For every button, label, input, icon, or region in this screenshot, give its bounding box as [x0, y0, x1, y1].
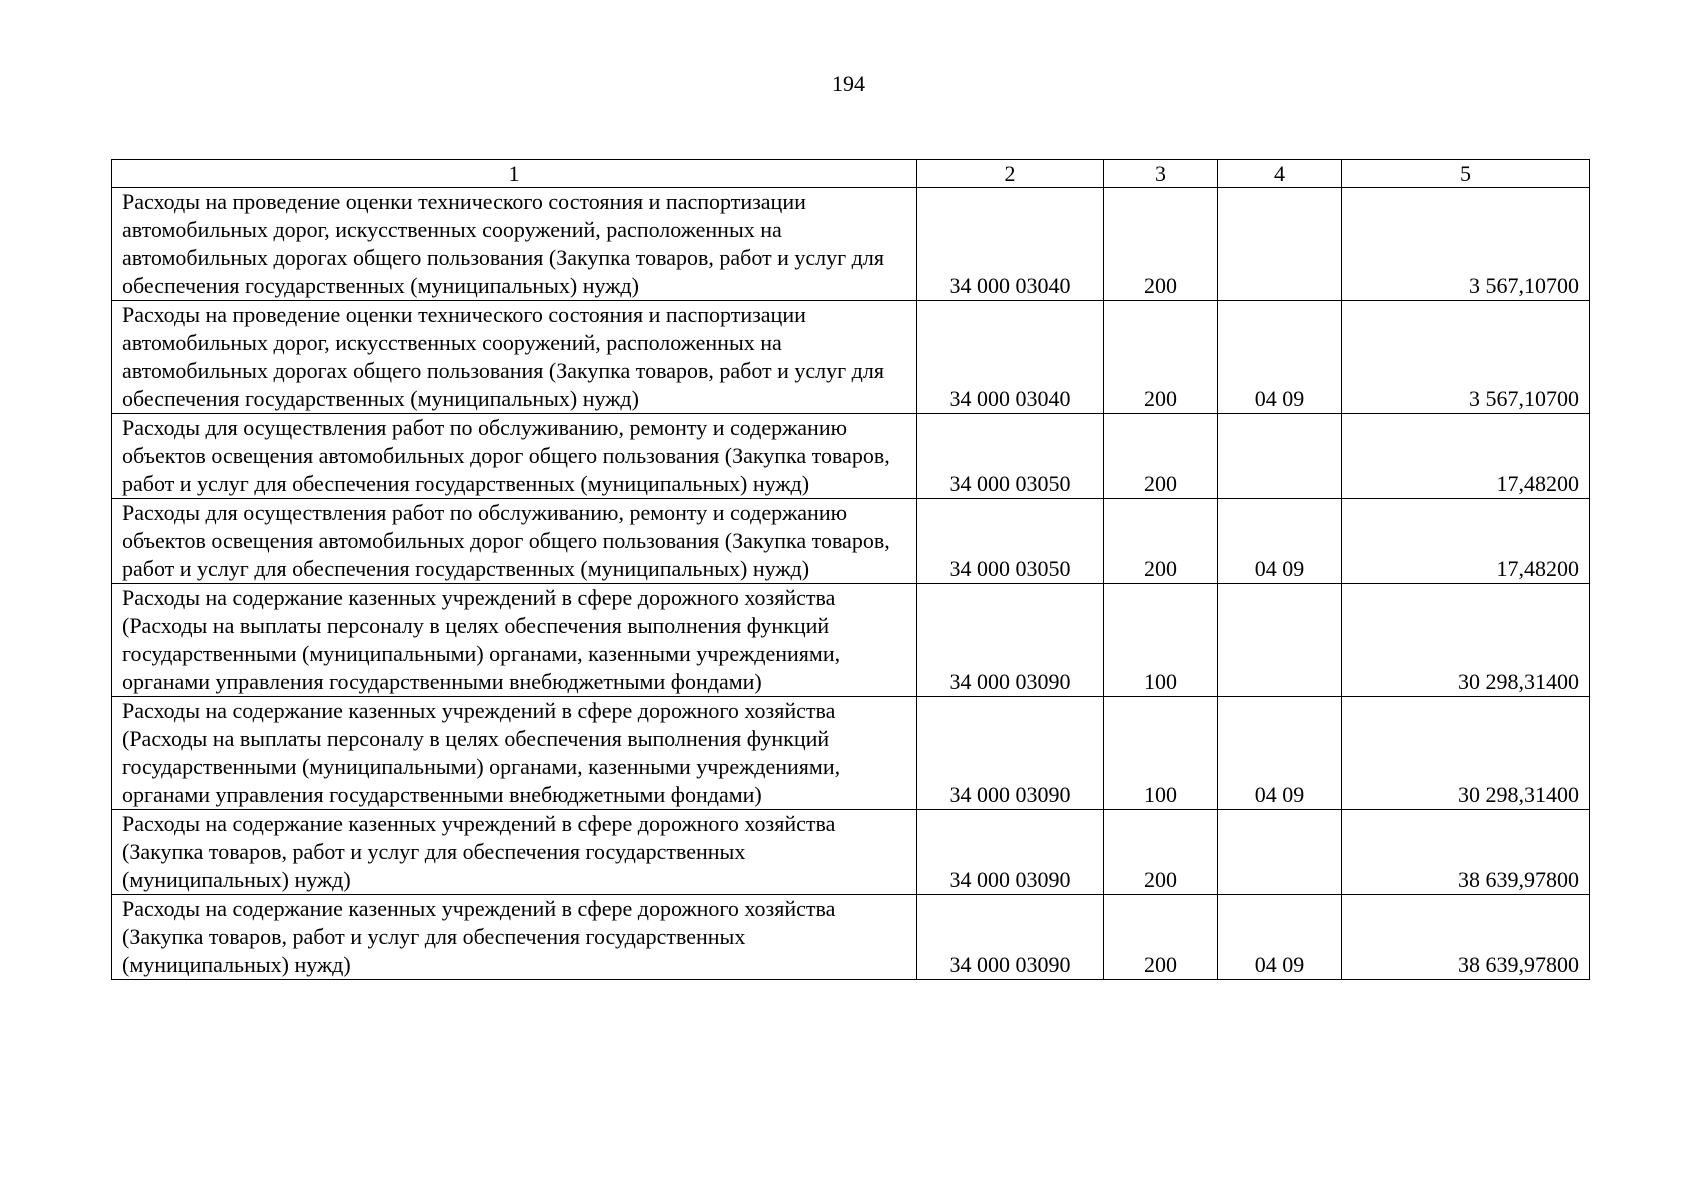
expense-type-cell: 200 [1104, 895, 1218, 980]
expense-name-cell: Расходы для осуществления работ по обслуживанию, ремонту и содержанию объектов освещения автомобильных дорог общего пользования (Закупка товаров, работ и услуг для обеспечения государственных (муниципальных) нужд) [112, 414, 917, 499]
target-code-cell: 34 000 03050 [917, 414, 1104, 499]
sum-cell: 3 567,10700 [1342, 301, 1590, 414]
expense-type-cell: 200 [1104, 499, 1218, 584]
expense-name-cell: Расходы на проведение оценки технического состояния и паспортизации автомобильных дорог, искусственных сооружений, расположенных на автомобильных дорогах общего пользования (Закупка товаров, работ и услуг для обеспечения государственных (муниципальных) нужд) [112, 301, 917, 414]
expense-name-cell: Расходы на содержание казенных учреждений в сфере дорожного хозяйства (Закупка товаров, работ и услуг для обеспечения государственных (муниципальных) нужд) [112, 810, 917, 895]
section-cell [1218, 414, 1342, 499]
table-row [112, 499, 1590, 584]
section-cell: 04 09 [1218, 499, 1342, 584]
sum-cell: 17,48200 [1342, 499, 1590, 584]
table-row [112, 895, 1590, 980]
table-row [112, 188, 1590, 301]
expense-type-cell: 200 [1104, 188, 1218, 301]
budget-table [111, 159, 1590, 980]
expense-type-cell: 200 [1104, 810, 1218, 895]
section-cell [1218, 810, 1342, 895]
expense-type-cell: 100 [1104, 584, 1218, 697]
sum-cell: 38 639,97800 [1342, 895, 1590, 980]
section-cell: 04 09 [1218, 301, 1342, 414]
section-cell: 04 09 [1218, 895, 1342, 980]
column-header-4: 4 [1218, 160, 1342, 188]
table-row [112, 584, 1590, 697]
expense-name-cell: Расходы на проведение оценки технического состояния и паспортизации автомобильных дорог, искусственных сооружений, расположенных на автомобильных дорогах общего пользования (Закупка товаров, работ и услуг для обеспечения государственных (муниципальных) нужд) [112, 188, 917, 301]
sum-cell: 38 639,97800 [1342, 810, 1590, 895]
expense-name-cell: Расходы на содержание казенных учреждений в сфере дорожного хозяйства (Расходы на выплаты персоналу в целях обеспечения выполнения функций государственными (муниципальными) органами, казенными учреждениями, органами управления государственными внебюджетными фондами) [112, 584, 917, 697]
sum-cell: 3 567,10700 [1342, 188, 1590, 301]
expense-name-cell: Расходы на содержание казенных учреждений в сфере дорожного хозяйства (Расходы на выплаты персоналу в целях обеспечения выполнения функций государственными (муниципальными) органами, казенными учреждениями, органами управления государственными внебюджетными фондами) [112, 697, 917, 810]
target-code-cell: 34 000 03040 [917, 301, 1104, 414]
column-header-2: 2 [917, 160, 1104, 188]
expense-name-cell: Расходы для осуществления работ по обслуживанию, ремонту и содержанию объектов освещения автомобильных дорог общего пользования (Закупка товаров, работ и услуг для обеспечения государственных (муниципальных) нужд) [112, 499, 917, 584]
table-row [112, 301, 1590, 414]
target-code-cell: 34 000 03090 [917, 584, 1104, 697]
sum-cell: 30 298,31400 [1342, 697, 1590, 810]
expense-type-cell: 100 [1104, 697, 1218, 810]
table-row [112, 810, 1590, 895]
table-row [112, 697, 1590, 810]
table-row [112, 414, 1590, 499]
target-code-cell: 34 000 03090 [917, 810, 1104, 895]
section-cell [1218, 584, 1342, 697]
target-code-cell: 34 000 03040 [917, 188, 1104, 301]
page-number: 194 [832, 71, 865, 96]
target-code-cell: 34 000 03050 [917, 499, 1104, 584]
target-code-cell: 34 000 03090 [917, 697, 1104, 810]
expense-type-cell: 200 [1104, 301, 1218, 414]
column-header-1: 1 [112, 160, 917, 188]
target-code-cell: 34 000 03090 [917, 895, 1104, 980]
section-cell [1218, 188, 1342, 301]
column-header-3: 3 [1104, 160, 1218, 188]
sum-cell: 17,48200 [1342, 414, 1590, 499]
column-header-5: 5 [1342, 160, 1590, 188]
section-cell: 04 09 [1218, 697, 1342, 810]
expense-name-cell: Расходы на содержание казенных учреждений в сфере дорожного хозяйства (Закупка товаров, работ и услуг для обеспечения государственных (муниципальных) нужд) [112, 895, 917, 980]
sum-cell: 30 298,31400 [1342, 584, 1590, 697]
expense-type-cell: 200 [1104, 414, 1218, 499]
table-header-row [112, 160, 1590, 188]
